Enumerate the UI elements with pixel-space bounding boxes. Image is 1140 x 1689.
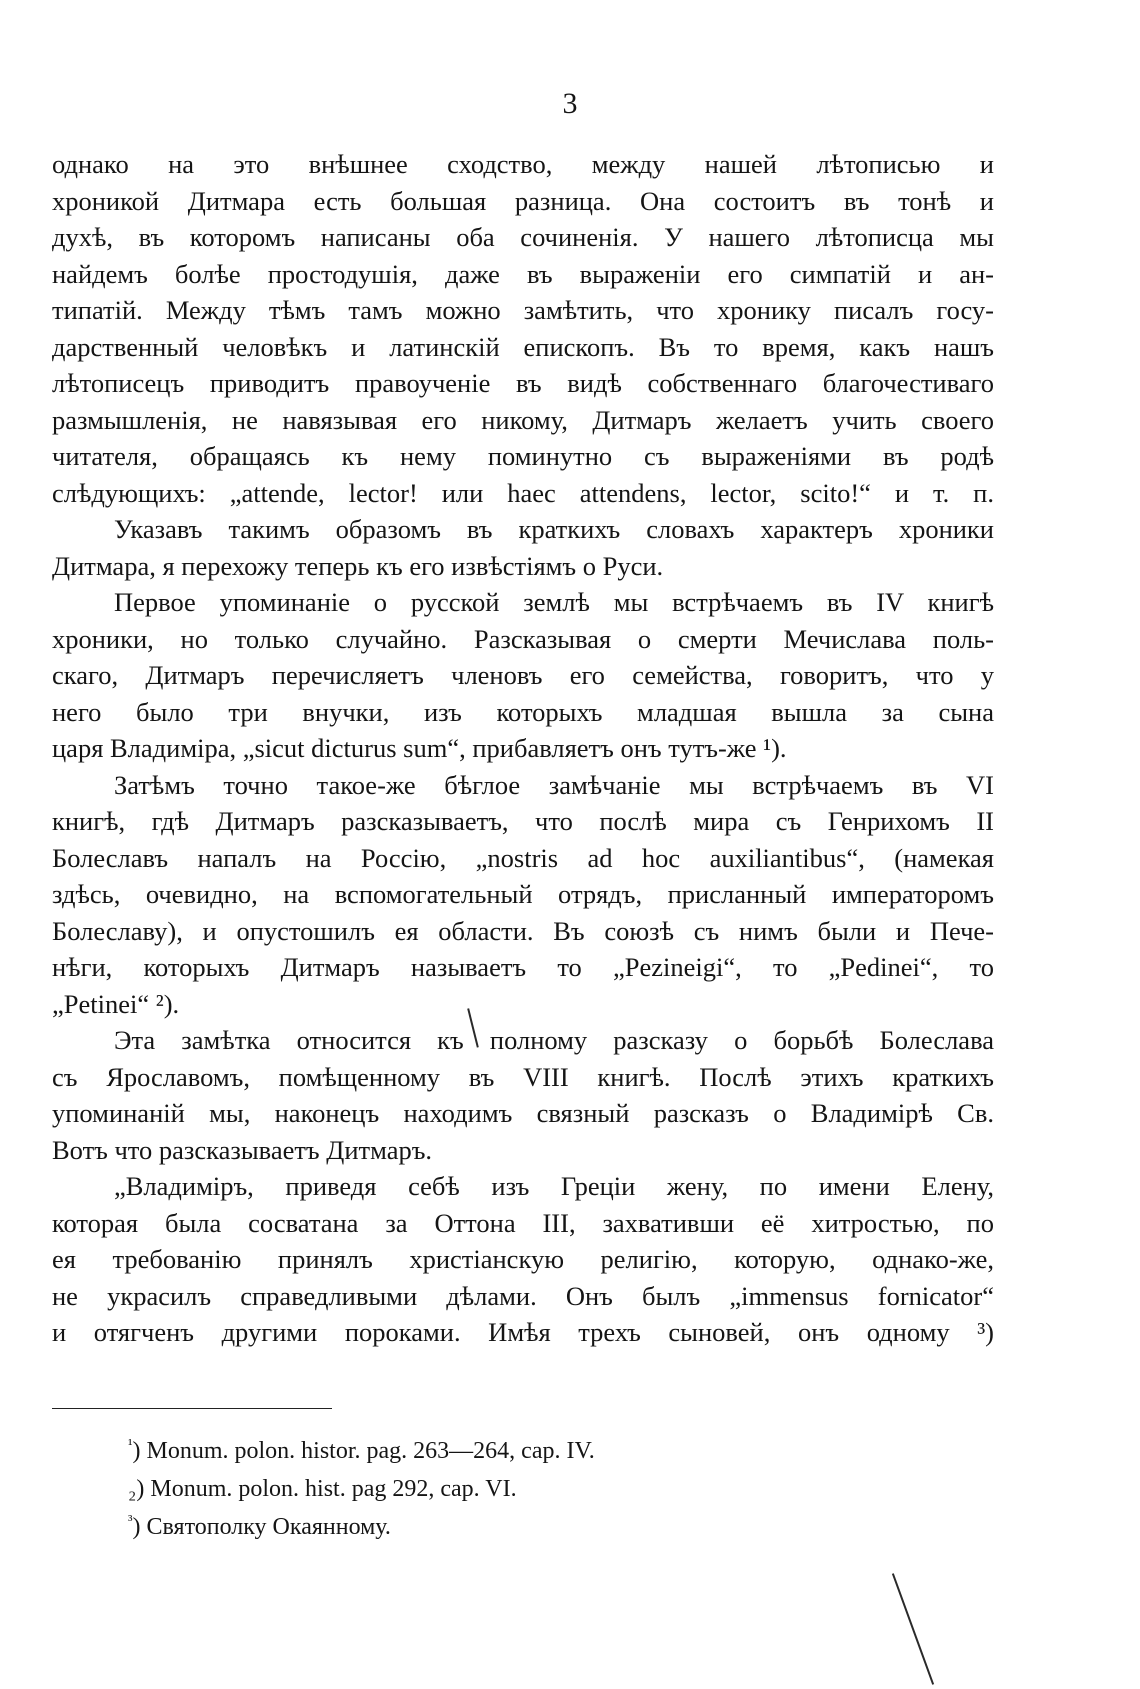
ink-stroke-mark — [892, 1573, 934, 1685]
text-line: читателя, обращаясь къ нему поминутно съ выраженіями въ родѣ — [52, 441, 994, 471]
text-line: Вотъ что разсказываетъ Дитмаръ. — [52, 1134, 433, 1165]
text-line: Болеславу), и опустошилъ ея области. Въ союзѣ съ нимъ были и Пече- — [52, 915, 994, 946]
text-line: „Petinei“ ²). — [52, 988, 180, 1019]
footnote-text: Monum. polon. histor. pag. 263—264, cap. IV. — [146, 1438, 595, 1464]
text-line: типатій. Между тѣмъ тамъ можно замѣтить, что хронику писалъ госу- — [52, 295, 994, 325]
text-line: размышленія, не навязывая его никому, Дитмаръ желаетъ учить своего — [52, 404, 994, 435]
text-line: духѣ, въ которомъ написаны оба сочиненія. У нашего лѣтописца мы — [52, 222, 994, 252]
footnote-divider — [52, 1408, 332, 1409]
body-text — [52, 146, 994, 1351]
text-line: Дитмара, я перехожу теперь къ его извѣстіямъ о Руси. — [52, 550, 664, 581]
text-line: здѣсь, очевидно, на вспомогательный отрядъ, присланный императоромъ — [52, 879, 994, 909]
text-line: нѣги, которыхъ Дитмаръ называетъ то „Pezineigi“, то „Pedinei“, то — [52, 952, 994, 982]
text-line: книгѣ, гдѣ Дитмаръ разсказываетъ, что послѣ мира съ Генрихомъ II — [52, 806, 994, 836]
text-line: Первое упоминаніе о русской землѣ мы встрѣчаемъ въ IV книгѣ — [114, 587, 994, 617]
text-line: него было три внучки, изъ которыхъ младшая вышла за сына — [52, 696, 994, 727]
footnote: $^{^1}$) Monum. polon. histor. pag. 263—264, cap. IV. — [128, 1437, 595, 1464]
text-line: царя Владиміра, „sicut dicturus sum“, прибавляетъ онъ тутъ-же ¹). — [52, 733, 787, 763]
text-line: и отягченъ другими пороками. Имѣя трехъ сыновей, онъ одному ³) — [52, 1317, 994, 1347]
text-line: слѣдующихъ: „attende, lector! или haec attendens, lector, scito!“ и т. п. — [52, 477, 994, 508]
text-line: найдемъ болѣе простодушія, даже въ выраженіи его симпатій и ан- — [52, 258, 994, 289]
text-line: не украсилъ справедливыми дѣлами. Онъ былъ „immensus fornicator“ — [52, 1280, 994, 1311]
footnote-mark: ¹ — [128, 1437, 133, 1453]
footnote-mark: ³ — [128, 1513, 133, 1529]
text-line: Эта замѣтка относится къ полному разсказу о борьбѣ Болеслава — [114, 1025, 994, 1055]
text-line: лѣтописецъ приводитъ правоученіе въ видѣ собственнаго благочестиваго — [52, 368, 994, 398]
text-line: Болеславъ напалъ на Россію, „nostris ad hoc auxiliantibus“, (намекая — [52, 842, 994, 873]
text-line: хроники, но только случайно. Разсказывая о смерти Мечислава поль- — [52, 623, 994, 654]
text-line: однако на это внѣшнее сходство, между нашей лѣтописью и — [52, 149, 994, 179]
text-line: съ Ярославомъ, помѣщенному въ VIII книгѣ. Послѣ этихъ краткихъ — [52, 1061, 994, 1092]
text-line: ея требованію принялъ христіанскую религію, которую, однако-же, — [52, 1244, 994, 1274]
page-number: 3 — [562, 87, 578, 120]
footnote-text: Святополку Окаянному. — [146, 1514, 391, 1540]
text-line: хроникой Дитмара есть большая разница. Она состоитъ въ тонѣ и — [52, 185, 994, 216]
footnote-mark: ₂ — [128, 1476, 137, 1502]
footnote: $^{^3}$) Святополку Окаянному. — [128, 1513, 391, 1540]
footnote: ₂) Monum. polon. hist. pag 292, cap. VI. — [128, 1476, 517, 1502]
footnote-text: Monum. polon. hist. pag 292, cap. VI. — [150, 1476, 517, 1502]
text-line: дарственный человѣкъ и латинскій епископъ. Въ то время, какъ нашъ — [52, 331, 994, 362]
text-line: Затѣмъ точно такое-же бѣглое замѣчаніе мы встрѣчаемъ въ VI — [114, 769, 994, 800]
text-line: которая была сосватана за Оттона III, захвативши её хитростью, по — [52, 1207, 994, 1238]
footnotes — [128, 1432, 828, 1546]
text-line: „Владиміръ, приведя себѣ изъ Греціи жену, по имени Елену, — [114, 1171, 994, 1201]
text-line: Указавъ такимъ образомъ въ краткихъ словахъ характеръ хроники — [114, 514, 994, 544]
text-line: скаго, Дитмаръ перечисляетъ членовъ его семейства, говоритъ, что у — [52, 660, 994, 690]
text-line: упоминаній мы, наконецъ находимъ связный разсказъ о Владимірѣ Св. — [52, 1098, 994, 1128]
